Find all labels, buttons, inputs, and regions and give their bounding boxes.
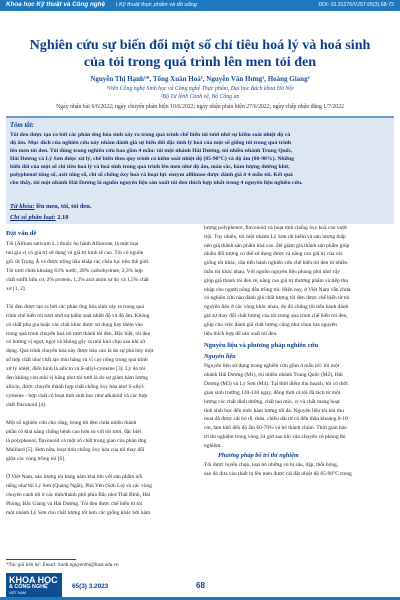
paragraph-line: đen không còn mùi vị hăng như tỏi tươi là do sự giảm hàm lượng	[6, 375, 148, 382]
keywords-value: lên men, tỏi, tỏi đen.	[34, 203, 92, 210]
abstract-box	[6, 116, 394, 224]
abstract-line: Hải Dương và Lý Sơn được xử lý, chế biến theo quy trình có kiểm soát nhiệt độ (85-90°C) và độ ẩm (80-90%). Những	[10, 156, 295, 162]
paragraph-line: là polyphenol, flavonoid và một số chất trung gian của phản ứng	[6, 437, 147, 444]
paragraph-line: sau đó đưa vào thiết bị lên men được cài đặt nhiệt độ 85-90°C trong	[204, 470, 352, 477]
journal-logo	[6, 573, 62, 597]
subsection-heading-design: Phương pháp bố trí thí nghiệm	[218, 452, 299, 459]
paragraph-line: chất flavonoid [4].	[6, 402, 47, 409]
paragraph-line: nghiệm.	[204, 443, 222, 450]
paragraph-line: có nghiên cứu nào đánh giá chất lượng tỏi đen được chế biến từ tỏi	[204, 295, 350, 302]
corresponding-author-footnote: *Tác giả liên hệ: Email: hanh.nguyenthi@hust.edu.vn	[6, 562, 119, 568]
classification-value: 2.10	[55, 214, 69, 221]
paragraph-line: lượng các chất dinh dưỡng, chất tạo mùi, vị và chất mang hoạt	[204, 398, 340, 405]
abstract-line: Tỏi đen được tạo ra bởi các phản ứng hóa sinh xảy ra trong quá trình chế biến tỏi tươi nhờ sự kiểm soát nhiệt độ và	[10, 132, 291, 138]
abstract-heading: Tóm tắt:	[10, 122, 34, 129]
keywords-label: Từ khóa:	[10, 203, 35, 210]
paragraph-line: một nhánh Lý Sơn cho chất lượng tốt hơn các giống khác bởi hàm	[6, 509, 151, 516]
footnote-divider	[6, 559, 76, 560]
abstract-line: polyphenol tổng số, axit tổng số, chỉ số chống ôxy hoá và hoạt lực enzym alliinase được đánh giá ở 4 mẫu tỏi. Kết quả	[10, 172, 293, 178]
paragraph-line: trội. Tuy nhiên, tỏi một nhánh Lý Sơn rất hiếm và sản lượng thấp	[204, 233, 346, 240]
page-number: 68	[196, 581, 205, 590]
paragraph-line: mua đã được cắt bỏ rễ, thân, chiều dài từ củ đến thân khoảng 8-10	[204, 416, 348, 423]
paragraph-line: nên giá thành sản phẩm khá cao. Để giảm giá thành sản phẩm giúp	[204, 242, 350, 249]
paragraph-line: chuyên canh tỏi ở các tỉnh/thành phố phía Bắc như Thái Bình, Hải	[6, 491, 151, 498]
journal-section: | Kỹ thuật thực phẩm và đồ uống	[116, 1, 197, 8]
paragraph-line: Maillard [5]. Hơn nữa, hoạt tính chống ôxy hóa của tỏi thay đổi	[6, 446, 145, 453]
paragraph-line: Nguyên liệu sử dụng trong nghiên cứu gồm 4 mẫu tỏi: tỏi một	[204, 363, 340, 369]
paragraph-line: tính sinh học đến mức hàm lượng tối đa. Nguyên liệu tỏi khi thu	[204, 407, 344, 414]
paragraph-line: Tỏi đen được tạo ra bởi các phản ứng hóa sinh xảy ra trong quá	[6, 303, 144, 310]
paragraph-line: giống tỏi khác, cần tiến hành nghiên cứu chế biến tỏi đen từ nhiều	[204, 260, 348, 267]
paragraph-line: lượng polyphenol, flavonoid và hoạt tính chống ôxy hoá cao vượt	[204, 225, 347, 231]
paragraph-line: giá sự thay đổi chất lượng của tỏi trong quá trình chế biến tỏi đen,	[204, 313, 348, 319]
subsection-heading-materials: Nguyên liệu	[204, 353, 236, 360]
paragraph-line: giữa các vùng trồng tỏi [6].	[6, 455, 66, 462]
paragraph-line: dụng. Quá trình chuyển hóa này được báo cáo là do sự phá hủy một	[6, 348, 154, 355]
paragraph-line: Một số nghiên cứu cho rằng, trong tỏi đen chứa nhiều thành	[6, 420, 137, 426]
paragraph-line: nguyên liệu ở các vùng khác nhau, do đó chúng tôi tiến hành đánh	[204, 304, 349, 311]
paper-title-line-1: Nghiên cứu sự biến đổi một số chỉ tiêu hoá lý và hoá sinh	[29, 37, 371, 53]
abstract-line: lên men tỏi đen. Tỏi dùng trong nghiên cứu bao gồm 4 mẫu: tỏi một nhánh Hải Dương, tỏi nhiều nhánh Trung Quốc,	[10, 148, 293, 154]
paragraph-line: Tỏi (Allium sativum L.) thuộc họ hành Alliaceae, là một loại	[6, 241, 139, 247]
paragraph-line: chất sulfit hữu cơ, 2% protein, 1,2% axit amin tự do và 1,5% chất	[6, 276, 149, 283]
paragraph-line: trình chế biến tỏi tươi nhờ sự kiểm soát nhiệt độ và độ ẩm. Không	[6, 312, 150, 319]
paragraph-line: Tỏi được tuyển chọn, loại bỏ những củ bị sâu, dập, thối hỏng,	[204, 462, 339, 468]
paragraph-line: nhập cho người nông dân trồng tỏi. Hiện nay, ở Việt Nam vẫn chưa	[204, 286, 351, 293]
paragraph-line: gốc từ Trung Á và được trồng hầu khắp các châu lục trên thế giới.	[6, 258, 150, 265]
doi-link[interactable]: DOI: 10.31276/VJST.65(3).68-72	[318, 1, 394, 8]
paragraph-line: giúp cho việc đánh giá chất lượng cũng như chọn lựa nguyên	[204, 321, 337, 328]
paragraph-line: allicin, được chuyển thành hợp chất chống ôxy hóa như S-allyl-	[6, 384, 145, 391]
paragraph-line: rau gia vị có giá trị sử dụng và giá trị kinh tế cao. Tỏi có nguồn	[6, 249, 144, 256]
affiliation-1: ¹Viện Công nghệ Sinh học và Công nghệ Thực phẩm, Đại học Bách khoa Hà Nội	[106, 86, 294, 92]
paragraph-line: Tỏi tươi chứa khoảng 63% nước, 28% carbohydrate, 2,3% hợp	[6, 267, 143, 274]
paragraph-line: liệu thích hợp để sản xuất tỏi đen.	[204, 330, 278, 337]
journal-name: Khoa học Kỹ thuật và Công nghệ	[6, 1, 106, 8]
keywords	[10, 203, 91, 210]
paragraph-line: trì thí nghiệm trong vòng 24 giờ sau khi vận chuyển về phòng thí	[204, 434, 346, 441]
paragraph-line: có hương vị ngọt, ngọt và không gây ra mùi khó chịu sau khi sử	[6, 339, 146, 346]
logo-text-top: KHOA HỌC	[9, 575, 58, 585]
paragraph-line: Phòng, Bắc Giang và Hải Dương. Tỏi đen được chế biến từ tỏi	[6, 500, 143, 507]
paragraph-line: trong quá trình chuyển hoá tỏi tươi thành tỏi đen. Đặc biệt, tỏi đen	[6, 330, 151, 337]
paragraph-line: xơ [1, 2].	[6, 285, 27, 292]
abstract-line: độ ẩm. Mục đích của nghiên cứu này nhằm đánh giá sự biến đổi đặc tính lý hoá của một số giống tỏi trong quá trình	[10, 140, 292, 146]
paragraph-line: cm, làm khô đến độ ẩm 60-70% và bỏ thành chùm. Thời gian bảo	[204, 425, 347, 432]
paragraph-line: nhánh Hải Dương (M1), tỏi nhiều nhánh Trung Quốc (M2), Hải	[204, 371, 343, 378]
abstract-line: biến đổi của một số chỉ tiêu hoá lý và hoá sinh trong quá trình lên men như độ ẩm, màu sắc, hàm lượng đường khử,	[10, 164, 290, 170]
paragraph-line: cysteine - hợp chất có hoạt tính sinh học như alkaloid và các hợp	[6, 393, 148, 400]
paragraph-line: tiếng như tỏi Lý Sơn (Quảng Ngãi), Phù Yên (Sơn La) và các vùng	[6, 482, 152, 489]
paragraph-line: phần có khả năng chống bệnh cao hơn so với tỏi tươi, đặc biệt	[6, 428, 142, 435]
section-heading-methods: Nguyên liệu và phương pháp nghiên cứu	[204, 342, 319, 349]
paragraph-line: gian sinh trưởng 120-130 ngày, đồng thời cả tỏi đã tách từ một	[204, 389, 341, 396]
paragraph-line: xử lý nhiệt, điển hình là allicin và S-allyl-cysteine [3]. Lý do tỏi	[6, 366, 146, 373]
paragraph-line: Dương (M3) và Lý Sơn (M4). Tại thời điểm thu hoạch, tỏi có thời	[204, 380, 348, 387]
section-heading-intro: Đặt vấn đề	[6, 230, 37, 237]
logo-text-tiny: VIỆT NAM	[9, 591, 26, 595]
classification	[10, 214, 68, 221]
paper-title-line-2: của tỏi trong quá trình lên men tỏi đen	[83, 54, 317, 70]
paragraph-line: số hợp chất như chất tạo mùi hăng và vị cay nồng trong quá trình	[6, 357, 148, 364]
logo-text-bottom: & CÔNG NGHỆ	[9, 584, 48, 590]
issue-number: 65(3) 3.2023	[72, 583, 109, 590]
paragraph-line: mẫu tỏi khác nhau. Với nguồn nguyên liệu phong phú như vậy	[204, 269, 341, 275]
paragraph-line: nhiều đối tượng có thể sử dụng được và nâng cao giá trị của các	[204, 251, 344, 258]
journal-header	[0, 0, 400, 11]
paragraph-line: giúp giá thành tỏi đen rẻ, nâng cao giá trị thương phẩm và tiếp thu	[204, 277, 348, 284]
abstract-line: cho thấy, tỏi một nhánh Hải Dương là nguồn nguyên liệu sản xuất tỏi đen thích hợp nhất trong 4 nguyên liệu nghiên cứu.	[10, 180, 303, 186]
affiliation-2: ²Bộ Tư lệnh Cảnh vệ, Bộ Công an	[160, 94, 240, 100]
classification-label: Chỉ số phân loại:	[10, 214, 56, 221]
paragraph-line: có chất phụ gia hoặc các chất khác được sử dụng hay thêm vào	[6, 321, 143, 328]
author-list: Nguyễn Thị Hạnh¹*, Tống Xuân Hoà¹, Nguyễn Văn Hưng¹, Hoàng Giang²	[90, 75, 310, 83]
paragraph-line: Ở Việt Nam, sản lượng tỏi hàng năm khá lớn với sản phẩm nổi	[6, 473, 143, 480]
submission-dates: Ngày nhận bài 6/6/2022; ngày chuyển phản biện 10/6/2022; ngày nhận phản biện 27/6/2022; ngày chấp nhận đăng 1/7/2022	[56, 104, 344, 110]
